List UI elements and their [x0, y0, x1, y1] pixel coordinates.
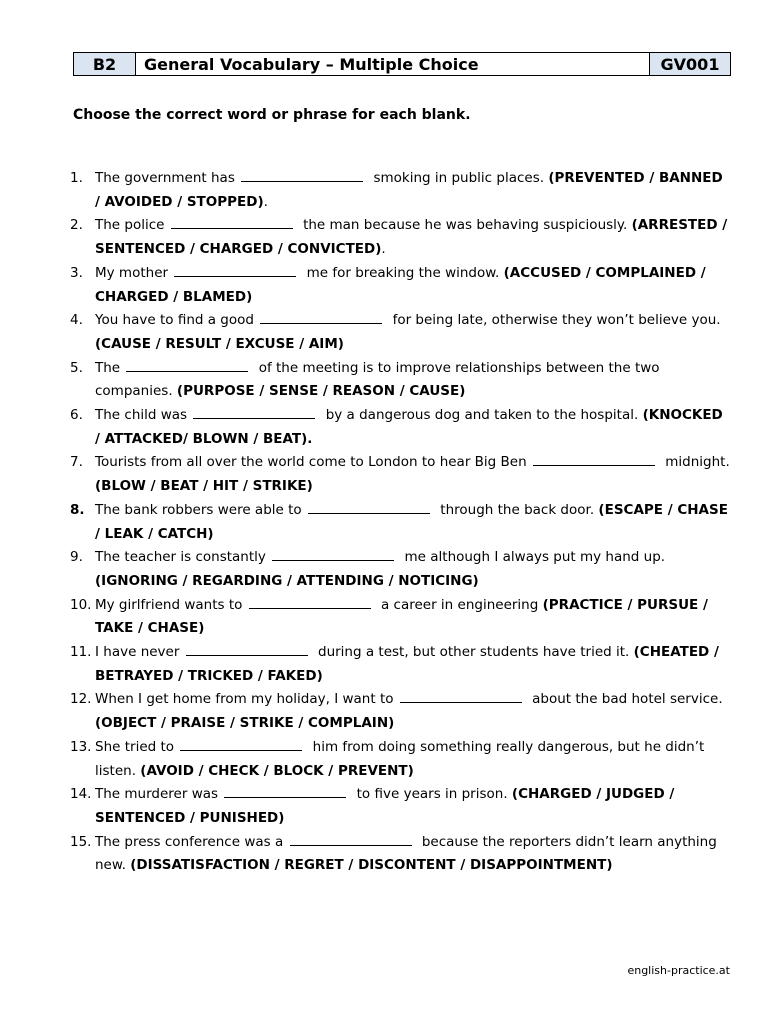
question-text-after: because the reporters didn’t learn anything new. — [95, 833, 717, 874]
question-number: 2. — [70, 217, 83, 234]
question-text-after: smoking in public places. — [373, 170, 549, 186]
worksheet-code: GV001 — [650, 53, 730, 75]
footer-source: english-practice.at — [627, 964, 730, 977]
question-number: 8. — [70, 501, 85, 518]
question-number: 5. — [70, 359, 83, 376]
answer-options: (PRACTICE / PURSUE / TAKE / CHASE) — [95, 596, 708, 637]
question-text-after: him from doing something really dangerous, but he didn’t listen. — [95, 738, 705, 779]
question-text-before: The murderer was — [95, 786, 219, 803]
answer-blank[interactable] — [193, 404, 315, 419]
question-text-after: through the back door. — [440, 501, 599, 518]
question-number: 4. — [70, 312, 83, 329]
answer-options: (AVOID / CHECK / BLOCK / PREVENT) — [140, 762, 414, 779]
question-text — [95, 451, 732, 498]
answer-blank[interactable] — [186, 641, 308, 656]
question-number: 13. — [70, 738, 92, 755]
answer-options: (BLOW / BEAT / HIT / STRIKE) — [95, 478, 313, 495]
question-item — [70, 688, 732, 735]
question-text-after: me for breaking the window. — [306, 264, 504, 281]
question-text-after: me although I always put my hand up. — [404, 549, 666, 566]
answer-blank[interactable] — [174, 262, 296, 277]
question-text-before: The child was — [95, 407, 188, 424]
question-number: 14. — [70, 786, 92, 803]
question-text — [95, 262, 732, 309]
question-item — [70, 214, 732, 261]
question-text — [95, 594, 732, 641]
answer-options: (KNOCKED / ATTACKED/ BLOWN / BEAT). — [95, 407, 723, 447]
question-item — [70, 404, 732, 451]
question-text — [95, 783, 732, 830]
question-number: 11. — [70, 644, 92, 661]
question-text-after: the man because he was behaving suspiciously. — [303, 217, 632, 234]
question-text-before: The press conference was a — [95, 833, 284, 850]
answer-blank[interactable] — [272, 546, 394, 561]
question-text — [95, 641, 732, 688]
answer-options: (DISSATISFACTION / REGRET / DISCONTENT / DISAPPOINTMENT) — [130, 857, 613, 874]
question-text — [95, 357, 732, 404]
question-text-before: My girlfriend wants to — [95, 596, 243, 613]
question-text-before: Tourists from all over the world come to London to hear Big Ben — [95, 454, 527, 471]
question-end-punctuation: . — [381, 241, 386, 258]
worksheet-title: General Vocabulary – Multiple Choice — [136, 53, 650, 75]
question-item — [70, 309, 732, 356]
question-item — [70, 499, 732, 546]
answer-blank[interactable] — [224, 783, 346, 798]
question-text — [95, 214, 732, 261]
question-item — [70, 594, 732, 641]
instruction: Choose the correct word or phrase for each blank. — [73, 107, 471, 123]
answer-blank[interactable] — [171, 214, 293, 229]
answer-options: (ESCAPE / CHASE / LEAK / CATCH) — [95, 501, 728, 542]
question-text-before: The — [95, 359, 121, 376]
answer-blank[interactable] — [400, 688, 522, 703]
question-item — [70, 167, 732, 214]
question-number: 12. — [70, 691, 92, 708]
question-text — [95, 167, 732, 214]
question-number: 15. — [70, 833, 92, 850]
question-text-after: midnight. — [665, 454, 730, 471]
answer-blank[interactable] — [290, 831, 412, 846]
worksheet-header — [73, 52, 731, 76]
question-text — [95, 546, 732, 593]
question-text-before: The police — [95, 217, 165, 234]
question-item — [70, 736, 732, 783]
answer-blank[interactable] — [308, 499, 430, 514]
answer-blank[interactable] — [241, 167, 363, 182]
question-number: 3. — [70, 264, 83, 281]
answer-options: (ACCUSED / COMPLAINED / CHARGED / BLAMED) — [95, 264, 706, 305]
question-text — [95, 404, 732, 451]
question-item — [70, 641, 732, 688]
answer-options: (CAUSE / RESULT / EXCUSE / AIM) — [95, 335, 344, 352]
question-item — [70, 546, 732, 593]
question-item — [70, 783, 732, 830]
question-text — [95, 688, 732, 735]
question-text-after: for being late, otherwise they won’t believe you. — [392, 312, 721, 329]
question-text-after: of the meeting is to improve relationships between the two companies. — [95, 359, 660, 400]
answer-options: (CHARGED / JUDGED / SENTENCED / PUNISHED) — [95, 786, 675, 826]
question-end-punctuation: . — [263, 193, 268, 210]
answer-options: (CHEATED / BETRAYED / TRICKED / FAKED) — [95, 644, 719, 684]
question-text — [95, 831, 732, 878]
question-item — [70, 357, 732, 404]
answer-options: (OBJECT / PRAISE / STRIKE / COMPLAIN) — [95, 715, 395, 732]
answer-blank[interactable] — [126, 357, 248, 372]
question-number: 9. — [70, 549, 83, 566]
question-number: 10. — [70, 596, 92, 613]
question-text-after: during a test, but other students have tried it. — [318, 644, 634, 661]
question-number: 1. — [70, 170, 83, 186]
question-text-after: a career in engineering — [380, 596, 543, 613]
level-label: B2 — [74, 53, 136, 75]
question-text-before: She tried to — [95, 738, 175, 755]
question-text-after: by a dangerous dog and taken to the hospital. — [325, 407, 643, 424]
answer-options: (PURPOSE / SENSE / REASON / CAUSE) — [176, 383, 466, 400]
question-item — [70, 451, 732, 498]
question-item — [70, 831, 732, 878]
question-text-after: about the bad hotel service. — [532, 691, 723, 708]
question-text-after: to five years in prison. — [356, 786, 512, 803]
answer-options: (PREVENTED / BANNED / AVOIDED / STOPPED) — [95, 170, 723, 210]
answer-options: (IGNORING / REGARDING / ATTENDING / NOTICING) — [95, 572, 479, 589]
question-text-before: The bank robbers were able to — [95, 501, 302, 518]
question-text — [95, 309, 732, 356]
question-item — [70, 262, 732, 309]
question-text-before: I have never — [95, 644, 180, 661]
question-text-before: The teacher is constantly — [95, 549, 266, 566]
answer-blank[interactable] — [180, 736, 302, 751]
answer-blank[interactable] — [260, 309, 382, 324]
question-text — [95, 499, 732, 546]
question-number: 7. — [70, 454, 83, 471]
question-text-before: You have to find a good — [95, 312, 254, 329]
question-text-before: When I get home from my holiday, I want to — [95, 691, 394, 708]
answer-blank[interactable] — [533, 451, 655, 466]
question-text-before: My mother — [95, 264, 169, 281]
answer-options: (ARRESTED / SENTENCED / CHARGED / CONVICTED) — [95, 217, 728, 258]
question-text-before: The government has — [95, 170, 235, 186]
question-list — [70, 167, 732, 878]
question-number: 6. — [70, 407, 83, 424]
question-text — [95, 736, 732, 783]
answer-blank[interactable] — [249, 594, 371, 609]
